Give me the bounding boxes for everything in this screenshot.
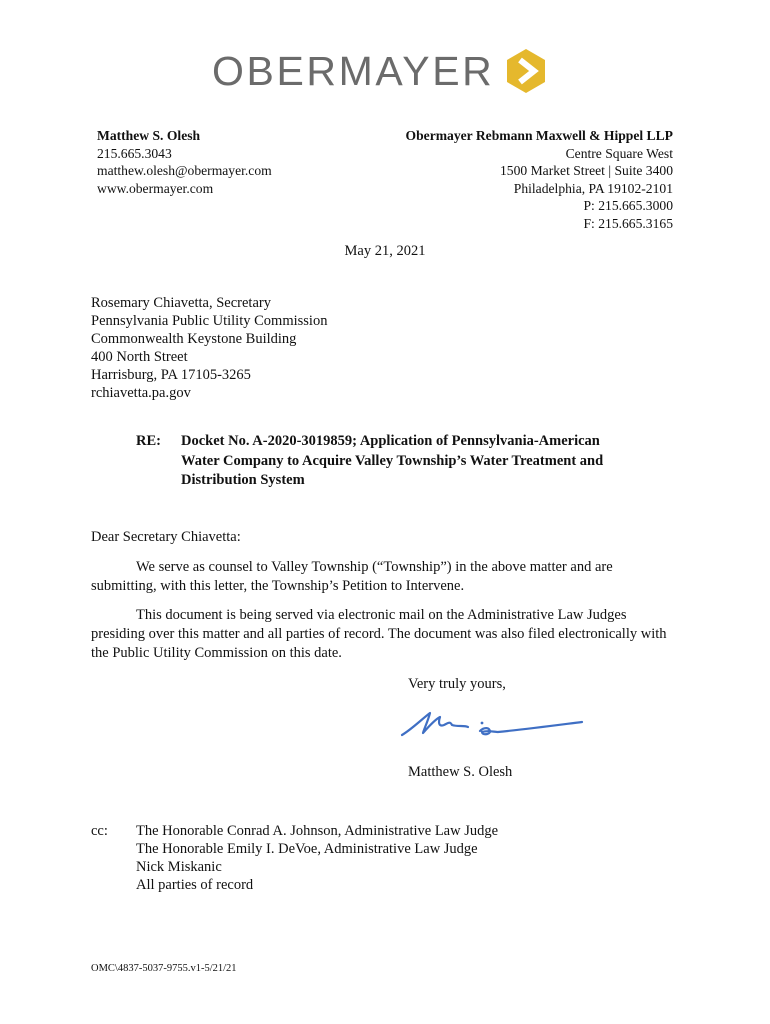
addressee-line: 400 North Street [91,349,188,365]
firm-address-line1: Centre Square West [565,145,673,161]
logo-hexagon [507,49,545,93]
sender-contact-block [97,127,272,197]
handwritten-signature [398,705,588,745]
firm-name: Obermayer Rebmann Maxwell & Hippel LLP [405,128,673,143]
body-paragraph: We serve as counsel to Valley Township (“Township”) in the above matter and are submitting, with this letter, the Township’s Petition to Intervene. [91,559,613,594]
firm-phone: P: 215.665.3000 [583,198,673,214]
sender-name: Matthew S. Olesh [97,128,201,143]
body-paragraph: This document is being served via electronic mail on the Administrative Law Judges presiding over this matter and all parties of record. The document was also filed electronically with the Public Utility Commission on this date. [91,607,667,661]
cc-recipient: All parties of record [136,877,254,893]
cc-label: cc: [91,823,108,839]
logo-play-icon [502,47,550,95]
cc-recipient-list [136,822,498,894]
letter-date: May 21, 2021 [344,243,426,259]
addressee-block [91,294,327,402]
cc-recipient: The Honorable Conrad A. Johnson, Administrative Law Judge [136,823,499,839]
subject-line-text: Distribution System [181,472,305,488]
subject-text [181,432,651,491]
complimentary-close: Very truly yours, [408,676,506,692]
firm-city-line: Philadelphia, PA 19102-2101 [513,180,673,196]
subject-label: RE: [136,433,161,449]
cc-recipient: Nick Miskanic [136,859,222,875]
sender-phone: 215.665.3043 [97,145,172,161]
signer-name: Matthew S. Olesh [408,764,513,780]
subject-line-text: Docket No. A-2020-3019859; Application of Pennsylvania-American [181,433,600,449]
subject-line-text: Water Company to Acquire Valley Township’s Water Treatment and [181,452,604,469]
sender-website[interactable]: www.obermayer.com [97,180,214,196]
addressee-line: Harrisburg, PA 17105-3265 [91,367,251,383]
document-id-footer: OMC\4837-5037-9755.v1-5/21/21 [91,963,237,974]
addressee-line: Rosemary Chiavetta, Secretary [91,295,271,311]
firm-fax: F: 215.665.3165 [583,215,673,231]
addressee-line: Commonwealth Keystone Building [91,331,297,347]
logo-wordmark: OBERMAYER [212,47,495,94]
firm-address-block [406,127,673,233]
addressee-line: Pennsylvania Public Utility Commission [91,313,328,329]
firm-address-line2: 1500 Market Street | Suite 3400 [500,163,673,179]
sender-email[interactable]: matthew.olesh@obermayer.com [97,163,272,179]
obermayer-logo [212,46,550,96]
cc-recipient: The Honorable Emily I. DeVoe, Administrative Law Judge [136,841,478,857]
addressee-email: rchiavetta.pa.gov [91,385,191,401]
salutation: Dear Secretary Chiavetta: [91,529,241,545]
